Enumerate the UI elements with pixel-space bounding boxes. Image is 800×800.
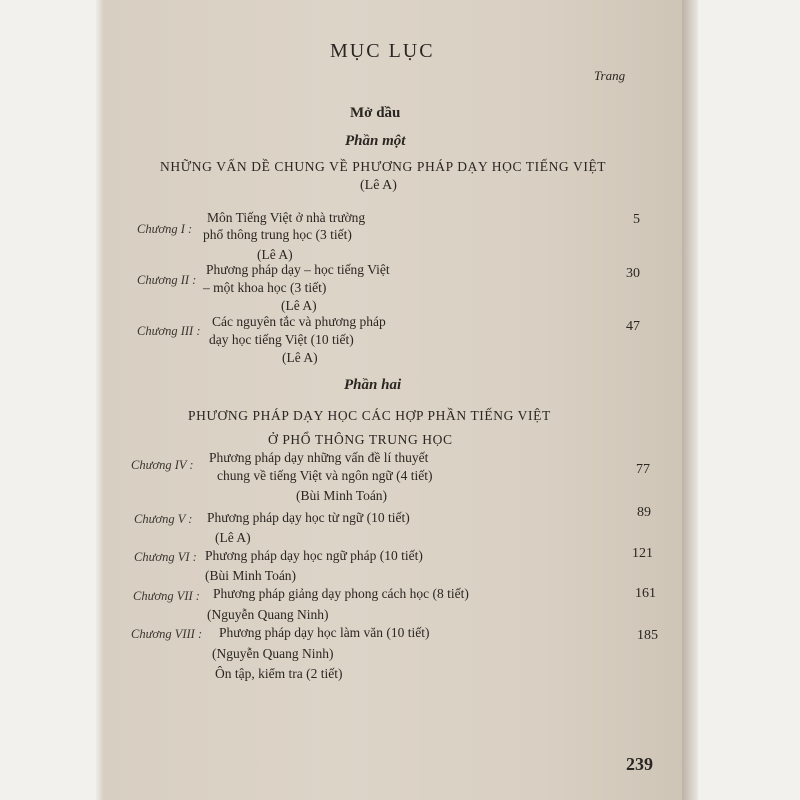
chapter-4-page: 77 xyxy=(636,462,650,477)
chapter-1-title: Môn Tiếng Việt ở nhà trường xyxy=(207,210,366,225)
chapter-4-title-cont: chung về tiếng Việt và ngôn ngữ (4 tiết) xyxy=(217,468,433,483)
page-number: 239 xyxy=(626,754,653,774)
chapter-2-title-cont: – một khoa học (3 tiết) xyxy=(203,280,327,295)
chapter-6-page: 121 xyxy=(632,546,653,561)
part-two-heading: PHƯƠNG PHÁP DẠY HỌC CÁC HỢP PHẦN TIẾNG VIỆT xyxy=(188,408,551,423)
chapter-4-author: (Bùi Minh Toán) xyxy=(296,488,388,503)
part-one-author: (Lê A) xyxy=(360,178,397,193)
chapter-3-title: Các nguyên tắc và phương pháp xyxy=(212,314,386,329)
chapter-1-author: (Lê A) xyxy=(257,247,293,262)
chapter-8-page: 185 xyxy=(637,628,658,643)
chapter-4-title: Phương pháp dạy những vấn đề lí thuyết xyxy=(209,450,429,465)
page-title: MỤC LỤC xyxy=(330,40,435,62)
intro-heading: Mở dầu xyxy=(350,105,401,121)
chapter-1-page: 5 xyxy=(633,212,640,227)
chapter-5-label: Chương V : xyxy=(134,512,193,526)
chapter-4-label: Chương IV : xyxy=(131,458,194,472)
chapter-6-title: Phương pháp dạy học ngữ pháp (10 tiết) xyxy=(205,548,423,563)
chapter-6-label: Chương VI : xyxy=(134,550,197,564)
chapter-3-title-cont: dạy học tiếng Việt (10 tiết) xyxy=(209,332,354,347)
chapter-3-author: (Lê A) xyxy=(282,350,318,365)
chapter-7-author: (Nguyễn Quang Ninh) xyxy=(207,607,329,622)
chapter-5-page: 89 xyxy=(637,505,651,520)
review-entry: Ôn tập, kiểm tra (2 tiết) xyxy=(215,666,343,681)
chapter-8-author: (Nguyễn Quang Ninh) xyxy=(212,646,334,661)
chapter-2-title: Phương pháp dạy – học tiếng Việt xyxy=(206,262,390,277)
page-column-label: Trang xyxy=(594,68,626,83)
chapter-5-title: Phương pháp dạy học từ ngữ (10 tiết) xyxy=(207,510,410,525)
chapter-7-page: 161 xyxy=(635,586,656,601)
chapter-2-label: Chương II : xyxy=(137,273,197,287)
chapter-5-author: (Lê A) xyxy=(215,530,251,545)
chapter-3-label: Chương III : xyxy=(137,324,201,338)
chapter-1-label: Chương I : xyxy=(137,222,193,236)
chapter-2-author: (Lê A) xyxy=(281,298,317,313)
chapter-8-title: Phương pháp dạy học làm văn (10 tiết) xyxy=(219,625,430,640)
part-one-label: Phần một xyxy=(345,133,406,149)
chapter-8-label: Chương VIII : xyxy=(131,627,203,641)
part-two-heading-cont: Ở PHỔ THÔNG TRUNG HỌC xyxy=(268,432,453,447)
chapter-7-title: Phương pháp giảng dạy phong cách học (8 tiết) xyxy=(213,586,469,601)
page-right-edge xyxy=(682,0,698,800)
chapter-1-title-cont: phổ thông trung học (3 tiết) xyxy=(203,227,352,242)
part-two-label: Phần hai xyxy=(344,377,402,393)
part-one-heading: NHỮNG VẤN DỀ CHUNG VỀ PHƯƠNG PHÁP DẠY HỌC TIẾNG VIỆT xyxy=(160,159,607,174)
chapter-6-author: (Bùi Minh Toán) xyxy=(205,568,297,583)
chapter-3-page: 47 xyxy=(626,319,640,334)
chapter-2-page: 30 xyxy=(626,266,640,281)
chapter-7-label: Chương VII : xyxy=(133,589,200,603)
